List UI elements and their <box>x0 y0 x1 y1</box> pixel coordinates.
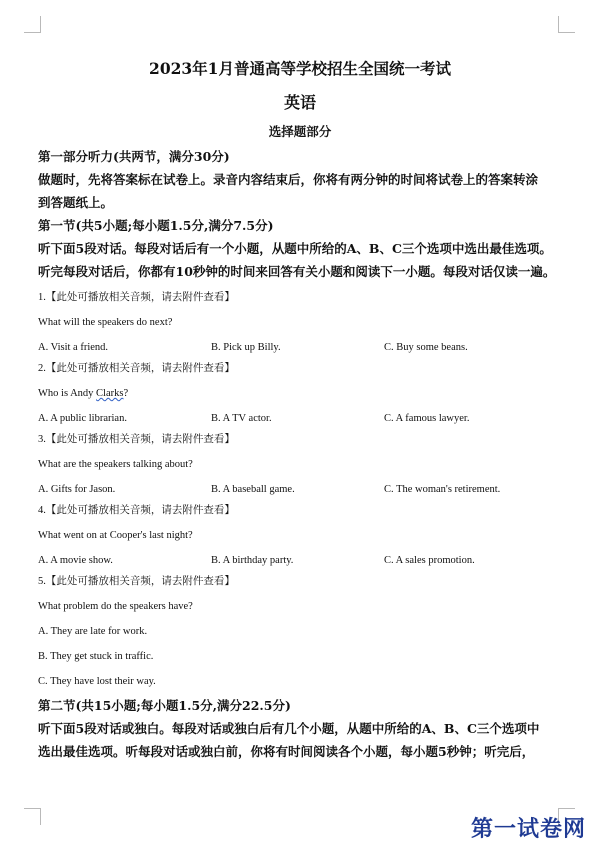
option-a: A. Gifts for Jason. <box>38 484 116 495</box>
section1-instruction-line2: 到答题纸上。 <box>38 195 114 210</box>
question-1-options <box>38 341 562 354</box>
question-2-text <box>38 387 562 400</box>
question-1-text: What will the speakers do next? <box>38 317 173 328</box>
question-4-audio[interactable]: 4.【此处可播放相关音频，请去附件查看】 <box>38 505 235 516</box>
part-heading: 选择题部分 <box>268 124 332 139</box>
option-c: C. The woman's retirement. <box>384 484 501 495</box>
question-2-text-post: ? <box>123 388 129 399</box>
question-3-text: What are the speakers talking about? <box>38 459 193 470</box>
option-a: A. Visit a friend. <box>38 342 109 353</box>
sub1-heading: 第一节(共5小题;每小题1.5分,满分7.5分) <box>38 218 274 233</box>
question-2 <box>38 362 562 425</box>
sub2-instruction-line2: 选出最佳选项。听每段对话或独白前，你将有时间阅读各个小题，每小题5秒钟；听完后， <box>38 744 535 759</box>
option-b: B. A TV actor. <box>211 413 272 424</box>
question-5-audio[interactable]: 5.【此处可播放相关音频，请去附件查看】 <box>38 576 235 587</box>
sub1-instruction-line2: 听完每段对话后，你都有10秒钟的时间来回答有关小题和阅读下一小题。每段对话仅读一遍。 <box>38 264 556 279</box>
option-a: A. They are late for work. <box>38 626 148 637</box>
question-4 <box>38 504 562 567</box>
section1-heading: 第一部分听力(共两节，满分30分) <box>38 149 230 164</box>
option-c: C. A sales promotion. <box>384 555 475 566</box>
crop-mark-bottom-left <box>24 808 41 825</box>
option-b: B. A baseball game. <box>211 484 295 495</box>
question-2-text-pre: Who is Andy <box>38 388 97 399</box>
sub2-heading: 第二节(共15小题;每小题1.5分,满分22.5分) <box>38 698 291 713</box>
question-2-options <box>38 412 562 425</box>
option-b: B. They get stuck in traffic. <box>38 651 154 662</box>
option-c: C. They have lost their way. <box>38 676 156 687</box>
sub1-instruction-line1: 听下面5段对话。每段对话后有一个小题，从题中所给的A、B、C三个选项中选出最佳选项。 <box>38 241 552 256</box>
option-c: C. A famous lawyer. <box>384 413 470 424</box>
question-3 <box>38 433 562 496</box>
crop-mark-top-right <box>558 16 575 33</box>
question-5 <box>38 575 562 688</box>
option-a: A. A movie show. <box>38 555 113 566</box>
exam-title: 2023年1月普通高等学校招生全国统一考试 <box>149 59 451 78</box>
question-3-audio[interactable]: 3.【此处可播放相关音频，请去附件查看】 <box>38 434 235 445</box>
option-b: B. Pick up Billy. <box>211 342 281 353</box>
section1-instruction-line1: 做题时，先将答案标在试卷上。录音内容结束后，你将有两分钟的时间将试卷上的答案转涂 <box>38 172 539 187</box>
question-4-text: What went on at Cooper's last night? <box>38 530 193 541</box>
question-1-audio[interactable]: 1.【此处可播放相关音频，请去附件查看】 <box>38 292 235 303</box>
crop-mark-top-left <box>24 16 41 33</box>
document-page <box>38 58 562 763</box>
option-a: A. A public librarian. <box>38 413 127 424</box>
question-3-options <box>38 483 562 496</box>
spell-check-word: Clarks <box>96 388 124 399</box>
exam-subject: 英语 <box>283 93 316 112</box>
question-4-options <box>38 554 562 567</box>
option-c: C. Buy some beans. <box>384 342 468 353</box>
site-watermark: 第一试卷网 <box>470 817 586 842</box>
question-5-text: What problem do the speakers have? <box>38 601 193 612</box>
sub2-instruction-line1: 听下面5段对话或独白。每段对话或独白后有几个小题，从题中所给的A、B、C三个选项中 <box>38 721 540 736</box>
question-1 <box>38 291 562 354</box>
question-2-audio[interactable]: 2.【此处可播放相关音频，请去附件查看】 <box>38 363 235 374</box>
option-b: B. A birthday party. <box>211 555 294 566</box>
